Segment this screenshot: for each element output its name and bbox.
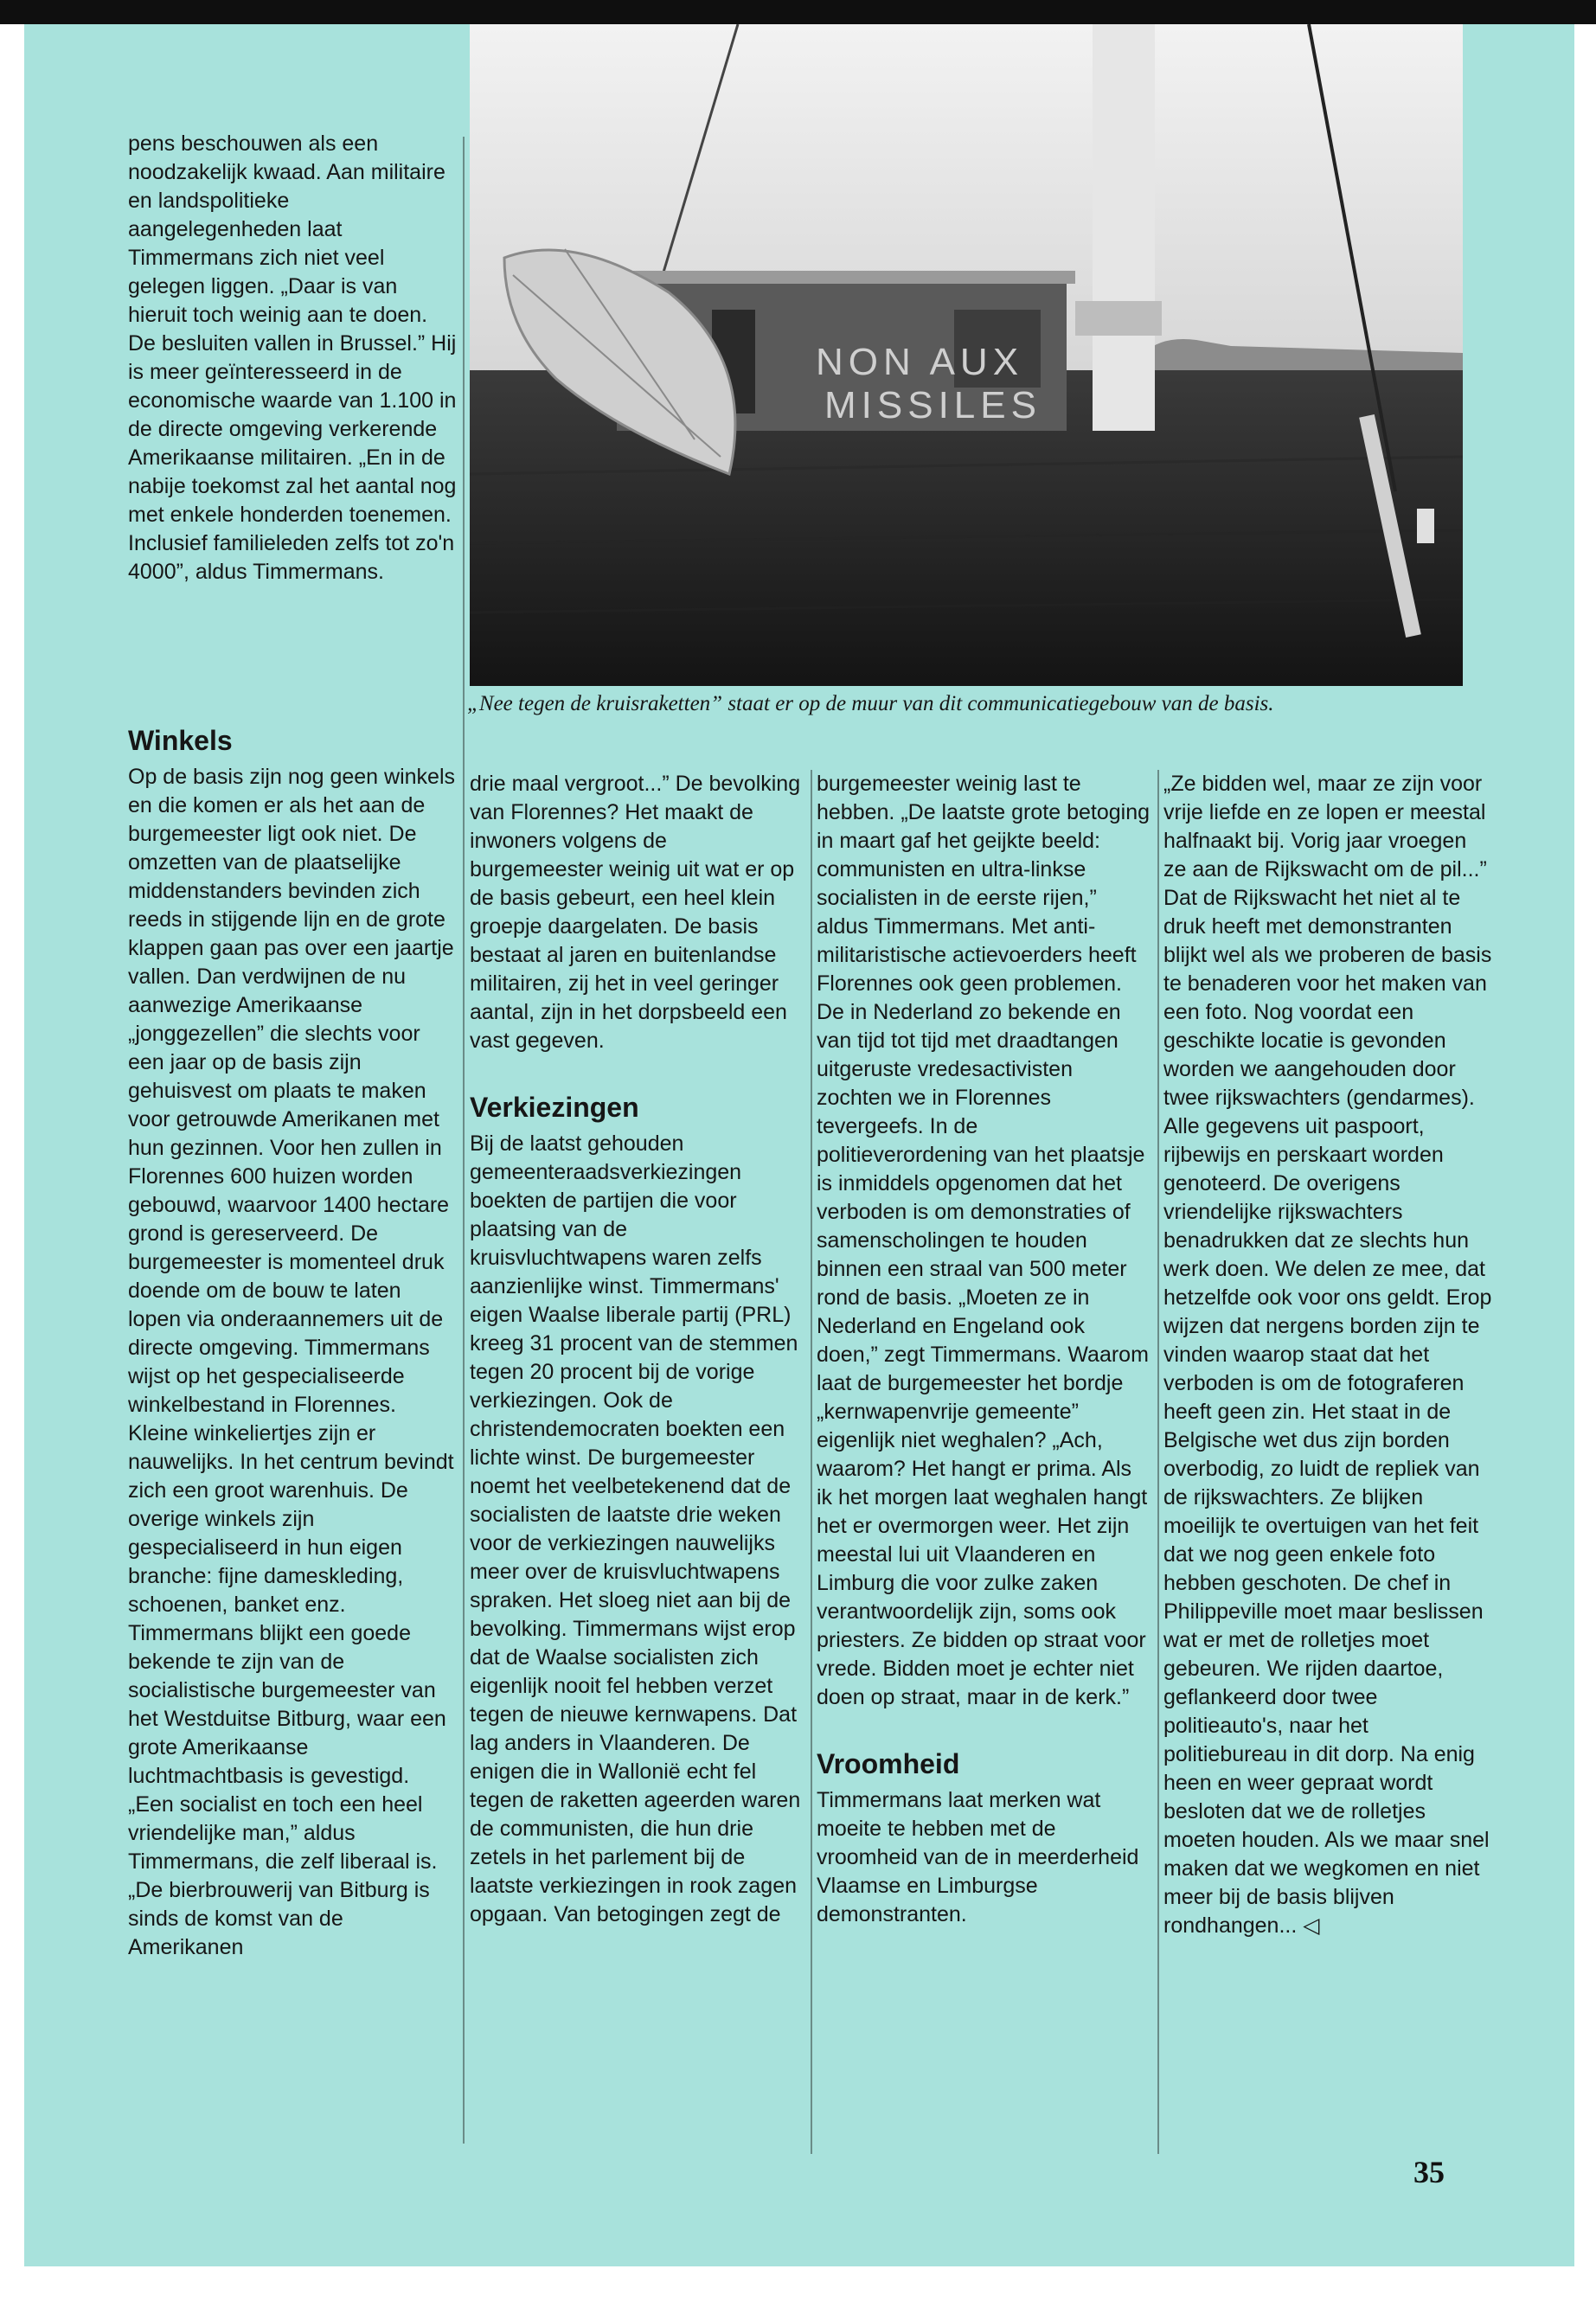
scan-edge <box>0 0 1596 24</box>
column-1-body: Op de basis zijn nog geen winkels en die komen er als het aan de burgemeester ligt ook niet. De omzetten van de plaatselijke middenstanders bevinden zich reeds in stijgende lijn en de grote klappen gaan pas over een jaartje vallen. Dan verdwijnen de nu aanwezige Amerikaanse „jonggezellen” die slechts voor een jaar op de basis zijn gehuisvest om plaats te maken voor getrouwde Amerikanen met hun gezinnen. Voor hen zullen in Florennes 600 huizen worden gebouwd, waarvoor 1400 hectare grond is gereserveerd. De burgemeester is momenteel druk doende om de bouw te laten lopen via onderaannemers uit de directe omgeving. Timmermans wijst op het gespecialiseerde winkelbestand in Florennes. Kleine winkeliertjes zijn er nauwelijks. In het centrum bevindt zich een groot warenhuis. De overige winkels zijn gespecialiseerd in hun eigen branche: fijne dameskleding, schoenen, banket enz. Timmermans blijkt een goede bekende te zijn van de socialistische burgemeester van het Westduitse Bitburg, waar een grote Amerikaanse luchtmachtbasis is gevestigd. „Een socialist en toch een heel vriendelijke man,” aldus Timmermans, die zelf liberaal is. „De bierbrouwerij van Bitburg is sinds de komst van de Amerikanen <box>128 765 456 1959</box>
column-3 <box>817 770 1151 1929</box>
column-1-section <box>128 723 457 1962</box>
magazine-page <box>24 24 1574 2266</box>
caption-quote: „Nee tegen de kruisraketten” <box>467 692 723 715</box>
column-rule-2 <box>811 770 812 2154</box>
antenna-mast <box>1093 24 1155 431</box>
column-2-body: Bij de laatst gehouden gemeenteraadsverkiezingen boekten de partijen die voor plaatsing van de kruisvluchtwapens waren zelfs aanzienlijke winst. Timmermans' eigen Waalse liberale partij (PRL) kreeg 31 procent van de stemmen tegen 20 procent bij de vorige verkiezingen. Ook de christendemocraten boekten een lichte winst. De burgemeester noemt het veelbetekenend dat de socialisten de laatste drie weken voor de verkiezingen nauwelijks meer over de kruisvluchtwapens spraken. Het sloeg niet aan bij de bevolking. Timmermans wijst erop dat de Waalse socialisten zich eigenlijk nooit fel hebben verzet tegen de nieuwe kernwapens. Dat lag anders in Vlaanderen. De enigen die in Wallonië echt fel tegen de raketten ageerden waren de communisten, die hun drie zetels in het parlement bij de laatste verkiezingen in rook zagen opgaan. Van betogingen zegt de <box>470 1131 801 1926</box>
column-2-continuation-text: drie maal vergroot...” De bevolking van Florennes? Het maakt de inwoners volgens de burgemeester weinig uit wat er op de basis gebeurt, een heel klein groepje daargelaten. De basis bestaat al jaren en buitenlandse militairen, zij het in veel geringer aantal, zijn in het dorpsbeeld een vast gegeven. <box>470 772 801 1053</box>
page-number: 35 <box>1413 2155 1445 2189</box>
photo-caption <box>467 690 1505 717</box>
column-rule-1 <box>463 137 465 2144</box>
column-1-continuation-text: pens beschouwen als een noodzakelijk kwaad. Aan militaire en landspolitieke aangelegenheden laat Timmermans zich niet veel gelegen liggen. „Daar is van hieruit toch weinig aan te doen. De besluiten vallen in Brussel.” Hij is meer geïnteresseerd in de economische waarde van 1.100 in de directe omgeving verkerende Amerikaanse militairen. „En in de nabije toekomst zal het aantal nog met enkele honderden toenemen. Inclusief familieleden zelfs tot zo'n 4000”, aldus Timmermans. <box>128 131 457 584</box>
heading-verkiezingen: Verkiezingen <box>470 1092 639 1123</box>
column-3-closing-text: Timmermans laat merken wat moeite te hebben met de vroomheid van de in meerderheid Vlaamse en Limburgse demonstranten. <box>817 1788 1139 1926</box>
column-1 <box>128 130 457 586</box>
column-rule-3 <box>1157 770 1159 2154</box>
caption-rest: staat er op de muur van dit communicatiegebouw van de basis. <box>722 692 1274 715</box>
article-photo <box>470 24 1463 686</box>
heading-vroomheid: Vroomheid <box>817 1748 960 1779</box>
graffiti-line-1: NON AUX <box>816 341 1024 383</box>
photo-illustration <box>470 24 1463 686</box>
heading-winkels: Winkels <box>128 725 233 756</box>
graffiti-line-2: MISSILES <box>824 384 1042 426</box>
column-2 <box>470 770 804 1929</box>
column-4-body: „Ze bidden wel, maar ze zijn voor vrije liefde en ze lopen er meestal halfnaakt bij. Vorig jaar vroegen ze aan de Rijkswacht om de pil...” Dat de Rijkswacht het niet al te druk heeft met demonstranten blijkt wel als we proberen de basis te benaderen voor het maken van een foto. Nog voordat een geschikte locatie is gevonden worden we aangehouden door twee rijkswachters (gendarmes). Alle gegevens uit paspoort, rijbewijs en perskaart worden genoteerd. De overigens vriendelijke rijkswachters benadrukken dat ze slechts hun werk doen. We delen ze mee, dat hetzelfde ook voor ons geldt. Erop wijzen dat nergens borden zijn te vinden waarop staat dat het verboden is om de fotograferen heeft geen zin. Het staat in de Belgische wet dus zijn borden overbodig, zo luidt de repliek van de rijkswachters. Ze blijken moeilijk te overtuigen van het feit dat we nog geen enkele foto hebben geschoten. De chef in Philippeville moet maar beslissen wat er met de rolletjes moet gebeuren. We rijden daartoe, geflankeerd door twee politieauto's, naar het politiebureau in dit dorp. Na enig heen en weer gepraat wordt besloten dat we de rolletjes moeten houden. Als we maar snel maken dat we wegkomen en niet meer bij de basis blijven rondhangen... ◁ <box>1163 772 1492 1938</box>
column-4 <box>1163 770 1492 1940</box>
column-3-body: burgemeester weinig last te hebben. „De laatste grote betoging in maart gaf het geijkte beeld: communisten en ultra-linkse socialisten in de eerste rijen,” aldus Timmermans. Met anti-militaristische actievoerders heeft Florennes ook geen problemen. De in Nederland zo bekende en van tijd tot tijd met draadtangen uitgeruste vredesactivisten zochten we in Florennes tevergeefs. In de politieverordening van het plaatsje is inmiddels opgenomen dat het verboden is om demonstraties of samenscholingen te houden binnen een straal van 500 meter rond de basis. „Moeten ze in Nederland en Engeland ook doen,” zegt Timmermans. Waarom laat de burgemeester het bordje „kernwapenvrije gemeente” eigenlijk niet weghalen? „Ach, waarom? Het hangt er prima. Als ik het morgen laat weghalen hangt het er overmorgen weer. Het zijn meestal lui uit Vlaanderen en Limburg die voor zulke zaken verantwoordelijk zijn, soms ook priesters. Ze bidden op straat voor vrede. Bidden moet je echter niet doen op straat, maar in de kerk.” <box>817 772 1150 1709</box>
